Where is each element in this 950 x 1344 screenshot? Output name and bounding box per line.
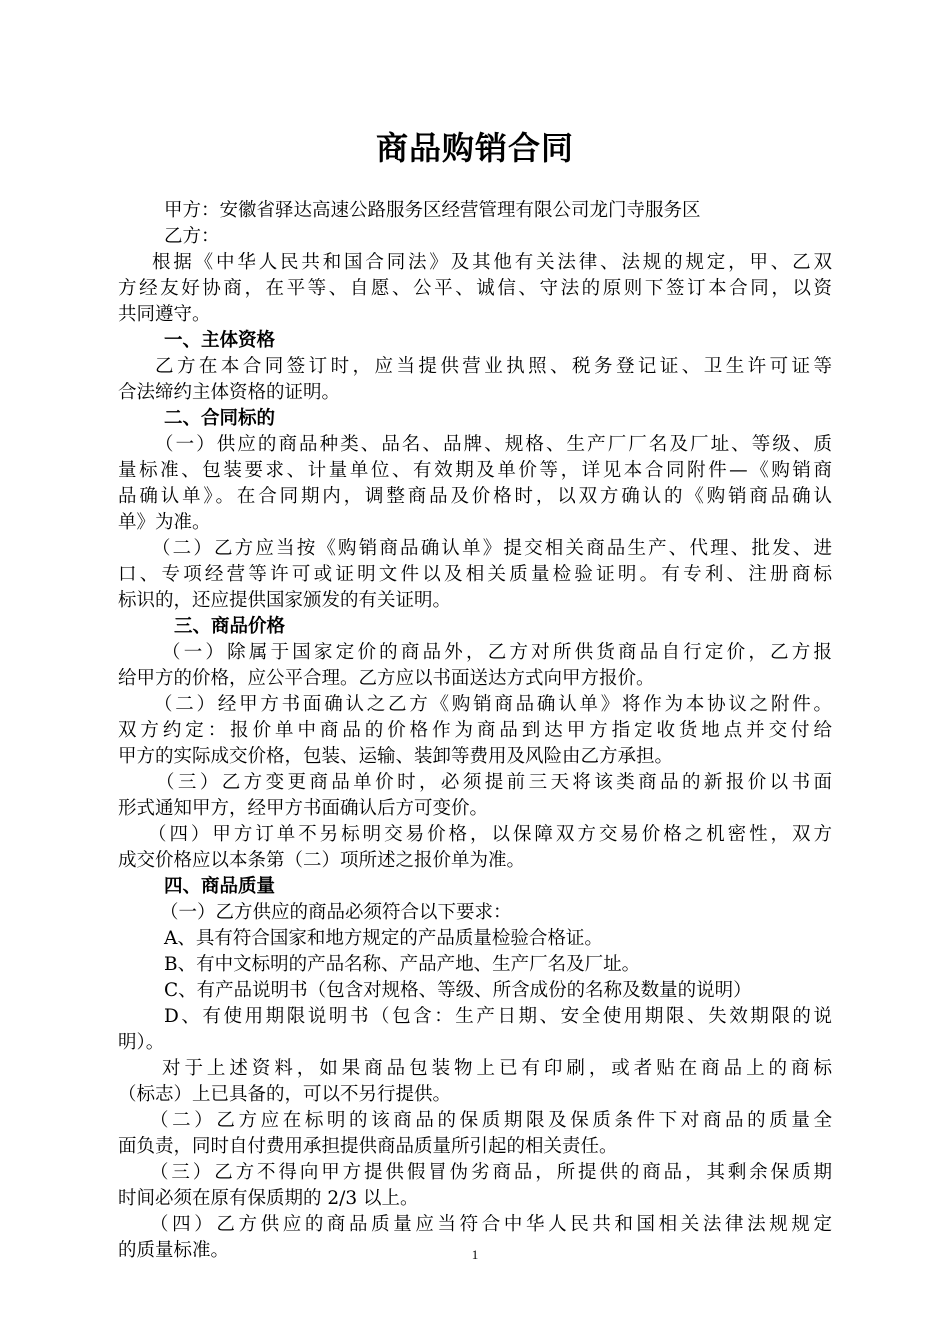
body-line: 对于上述资料，如果商品包装物上已有印刷，或者贴在商品上的商标 (162, 1058, 832, 1079)
list-item: D、有使用期限说明书（包含：生产日期、安全使用期限、失效期限的说 (164, 1006, 832, 1027)
body-line: （一）除属于国家定价的商品外，乙方对所供货商品自行定价，乙方报 (162, 642, 832, 663)
body-line: 双方约定：报价单中商品的价格作为商品到达甲方指定收货地点并交付给 (118, 720, 832, 741)
body-line: （一）乙方供应的商品必须符合以下要求： (160, 902, 512, 923)
section-heading: 四、商品质量 (164, 876, 276, 897)
body-line: （三）乙方变更商品单价时，必须提前三天将该类商品的新报价以书面 (156, 772, 832, 793)
body-line: （标志）上已具备的，可以不另行提供。 (118, 1084, 452, 1105)
body-line: 合法缔约主体资格的证明。 (118, 382, 341, 403)
list-item: A、具有符合国家和地方规定的产品质量检验合格证。 (164, 928, 603, 949)
body-line: 的质量标准。 (118, 1240, 230, 1261)
document-title: 商品购销合同 (375, 129, 574, 167)
page-number: 1 (471, 1247, 479, 1262)
body-line: 单》为准。 (118, 512, 211, 533)
body-line: （二）乙方应当按《购销商品确认单》提交相关商品生产、代理、批发、进 (152, 538, 832, 559)
list-item: C、有产品说明书（包含对规格、等级、所含成份的名称及数量的说明） (164, 980, 752, 1001)
body-line: 标识的，还应提供国家颁发的有关证明。 (118, 590, 452, 611)
body-line: （一）供应的商品种类、品名、品牌、规格、生产厂厂名及厂址、等级、质 (155, 434, 832, 455)
body-line: 根据《中华人民共和国合同法》及其他有关法律、法规的规定，甲、乙双 (152, 252, 832, 273)
body-line: 面负责，同时自付费用承担提供商品质量所引起的相关责任。 (118, 1136, 618, 1157)
section-heading: 一、主体资格 (164, 330, 276, 351)
body-line: 乙方在本合同签订时，应当提供营业执照、税务登记证、卫生许可证等 (155, 356, 832, 377)
body-line: 时间必须在原有保质期的 2/3 以上。 (118, 1188, 419, 1209)
body-line: 给甲方的价格，应公平合理。乙方应以书面送达方式向甲方报价。 (118, 668, 655, 689)
body-line: （二）经甲方书面确认之乙方《购销商品确认单》将作为本协议之附件。 (154, 694, 832, 715)
section-heading: 三、商品价格 (174, 616, 286, 637)
list-item: B、有中文标明的产品名称、产品产地、生产厂名及厂址。 (164, 954, 641, 975)
body-line: 量标准、包装要求、计量单位、有效期及单价等，详见本合同附件—《购销商 (118, 460, 832, 481)
body-line: （二）乙方应在标明的该商品的保质期限及保质条件下对商品的质量全 (150, 1110, 832, 1131)
body-line: 明）。 (118, 1032, 165, 1053)
body-line: 共同遵守。 (118, 304, 211, 325)
section-heading: 二、合同标的 (164, 408, 276, 429)
party-b-line: 乙方： (164, 226, 220, 247)
body-line: （四）甲方订单不另标明交易价格，以保障双方交易价格之机密性，双方 (148, 824, 832, 845)
body-line: 成交价格应以本条第（二）项所述之报价单为准。 (118, 850, 526, 871)
body-line: 口、专项经营等许可或证明文件以及相关质量检验证明。有专利、注册商标 (118, 564, 832, 585)
body-line: （三）乙方不得向甲方提供假冒伪劣商品，所提供的商品，其剩余保质期 (150, 1162, 832, 1183)
party-a-line: 甲方：安徽省驿达高速公路服务区经营管理有限公司龙门寺服务区 (164, 200, 701, 221)
document-body (118, 198, 832, 1264)
body-line: 方经友好协商，在平等、自愿、公平、诚信、守法的原则下签订本合同，以资 (118, 278, 832, 299)
body-line: 品确认单》。在合同期内，调整商品及价格时，以双方确认的《购销商品确认 (118, 486, 832, 507)
body-line: （四）乙方供应的商品质量应当符合中华人民共和国相关法律法规规定 (150, 1214, 832, 1235)
body-line: 甲方的实际成交价格，包装、运输、装卸等费用及风险由乙方承担。 (118, 746, 674, 767)
body-line: 形式通知甲方，经甲方书面确认后方可变价。 (118, 798, 489, 819)
